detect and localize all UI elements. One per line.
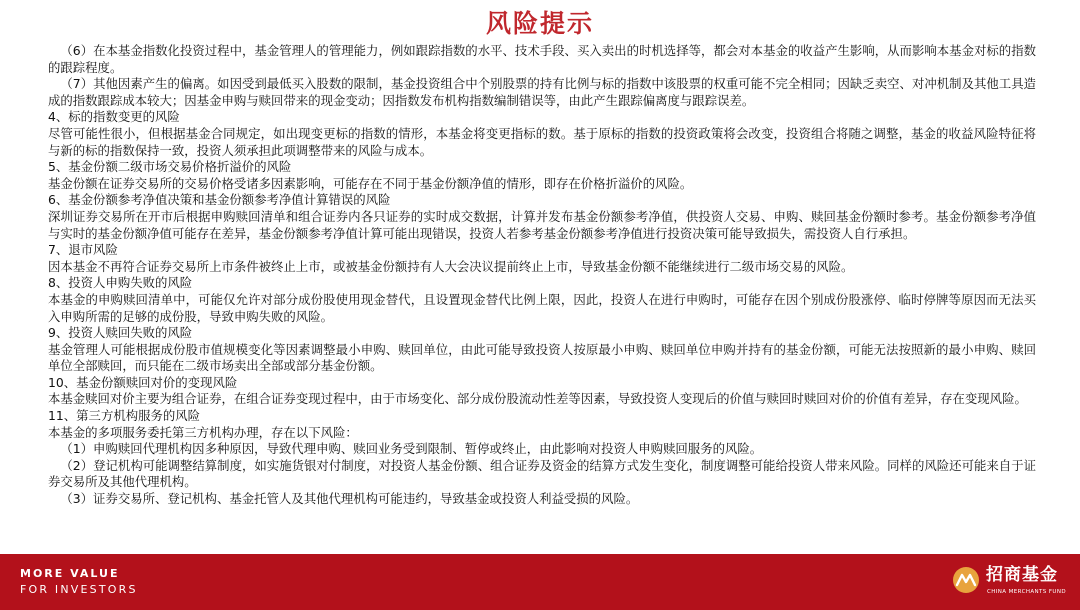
footer-bar — [0, 554, 1080, 610]
risk-disclosure-body — [48, 43, 1036, 508]
paragraph: 基金份额在证券交易所的交易价格受诸多因素影响，可能存在不同于基金份额净值的情形，即存在价格折溢价的风险。 — [48, 175, 693, 191]
paragraph: 深圳证券交易所在开市后根据申购赎回清单和组合证券内各只证券的实时成交数据，计算并发布基金份额参考净值，供投资人交易、申购、赎回基金份额时参考。基金份额参考净值与实时的基金份额净值可能存在差异，基金份额参考净值计算可能出现错误，投资人若参考基金份额参考净值进行投资决策可能导致损失，需投资人自行承担。 — [48, 208, 1036, 241]
paragraph: 本基金的多项服务委托第三方机构办理，存在以下风险： — [48, 424, 358, 440]
paragraph: 6、基金份额参考净值决策和基金份额参考净值计算错误的风险 — [48, 192, 391, 208]
paragraph: （6）在本基金指数化投资过程中，基金管理人的管理能力，例如跟踪指数的水平、技术手段、买入卖出的时机选择等，都会对本基金的收益产生影响，从而影响本基金对标的指数的跟踪程度。 — [48, 43, 1036, 75]
logo-text: 招商基金 — [986, 565, 1058, 585]
paragraph: （3）证券交易所、登记机构、基金托管人及其他代理机构可能违约，导致基金或投资人利益受损的风险。 — [60, 491, 639, 507]
tagline-line1: MORE VALUE — [20, 567, 120, 580]
paragraph: 10、基金份额赎回对价的变现风险 — [48, 374, 238, 390]
page-title: 风险提示 — [485, 9, 594, 38]
paragraph: 本基金的申购赎回清单中，可能仅允许对部分成份股使用现金替代，且设置现金替代比例上限，因此，投资人在进行申购时，可能存在因个别成份股涨停、临时停牌等原因而无法买入申购所需的足够的成份股，导致申购失败的风险。 — [48, 291, 1036, 324]
paragraph: 4、标的指数变更的风险 — [48, 109, 180, 125]
paragraph: 9、投资人赎回失败的风险 — [48, 325, 193, 341]
company-logo — [952, 563, 1066, 603]
paragraph: 8、投资人申购失败的风险 — [48, 275, 193, 291]
paragraph: 7、退市风险 — [48, 242, 118, 258]
paragraph: （7）其他因素产生的偏离。如因受到最低买入股数的限制，基金投资组合中个别股票的持有比例与标的指数中该股票的权重可能不完全相同；因缺乏卖空、对冲机制及其他工具造成的指数跟踪成本较大；因基金申购与赎回带来的现金变动；因指数发布机构指数编制错误等，由此产生跟踪偏离度与跟踪误差。 — [48, 76, 1036, 108]
paragraph: 5、基金份额二级市场交易价格折溢价的风险 — [48, 159, 292, 175]
paragraph: 11、第三方机构服务的风险 — [48, 408, 201, 424]
paragraph: 尽管可能性很小，但根据基金合同规定，如出现变更标的指数的情形，本基金将变更指标的数。基于原标的指数的投资政策将会改变，投资组合将随之调整，基金的收益风险特征将与新的标的指数保持一致，投资人须承担此项调整带来的风险与成本。 — [48, 125, 1036, 158]
tagline — [20, 566, 138, 598]
paragraph: 因本基金不再符合证券交易所上市条件被终止上市，或被基金份额持有人大会决议提前终止上市，导致基金份额不能继续进行二级市场交易的风险。 — [48, 258, 854, 274]
logo-subtext: CHINA MERCHANTS FUND — [987, 589, 1066, 595]
paragraph: 基金管理人可能根据成份股市值规模变化等因素调整最小申购、赎回单位，由此可能导致投资人按原最小申购、赎回单位申购并持有的基金份额，可能无法按照新的最小申购、赎回单位全部赎回，而只能在二级市场卖出全部或部分基金份额。 — [48, 341, 1036, 374]
logo-mark-icon — [952, 566, 980, 594]
paragraph: 本基金赎回对价主要为组合证券，在组合证券变现过程中，由于市场变化、部分成份股流动性差等因素，导致投资人变现后的价值与赎回时赎回对价的价值有差异，存在变现风险。 — [48, 391, 1027, 407]
tagline-line2: FOR INVESTORS — [20, 583, 138, 596]
paragraph: （1）申购赎回代理机构因多种原因，导致代理申购、赎回业务受到限制、暂停或终止，由此影响对投资人申购赎回服务的风险。 — [60, 441, 763, 457]
paragraph: （2）登记机构可能调整结算制度，如实施货银对付制度，对投资人基金份额、组合证券及资金的结算方式发生变化，制度调整可能给投资人带来风险。同样的风险还可能来自于证券交易所及其他代理机构。 — [48, 457, 1036, 490]
